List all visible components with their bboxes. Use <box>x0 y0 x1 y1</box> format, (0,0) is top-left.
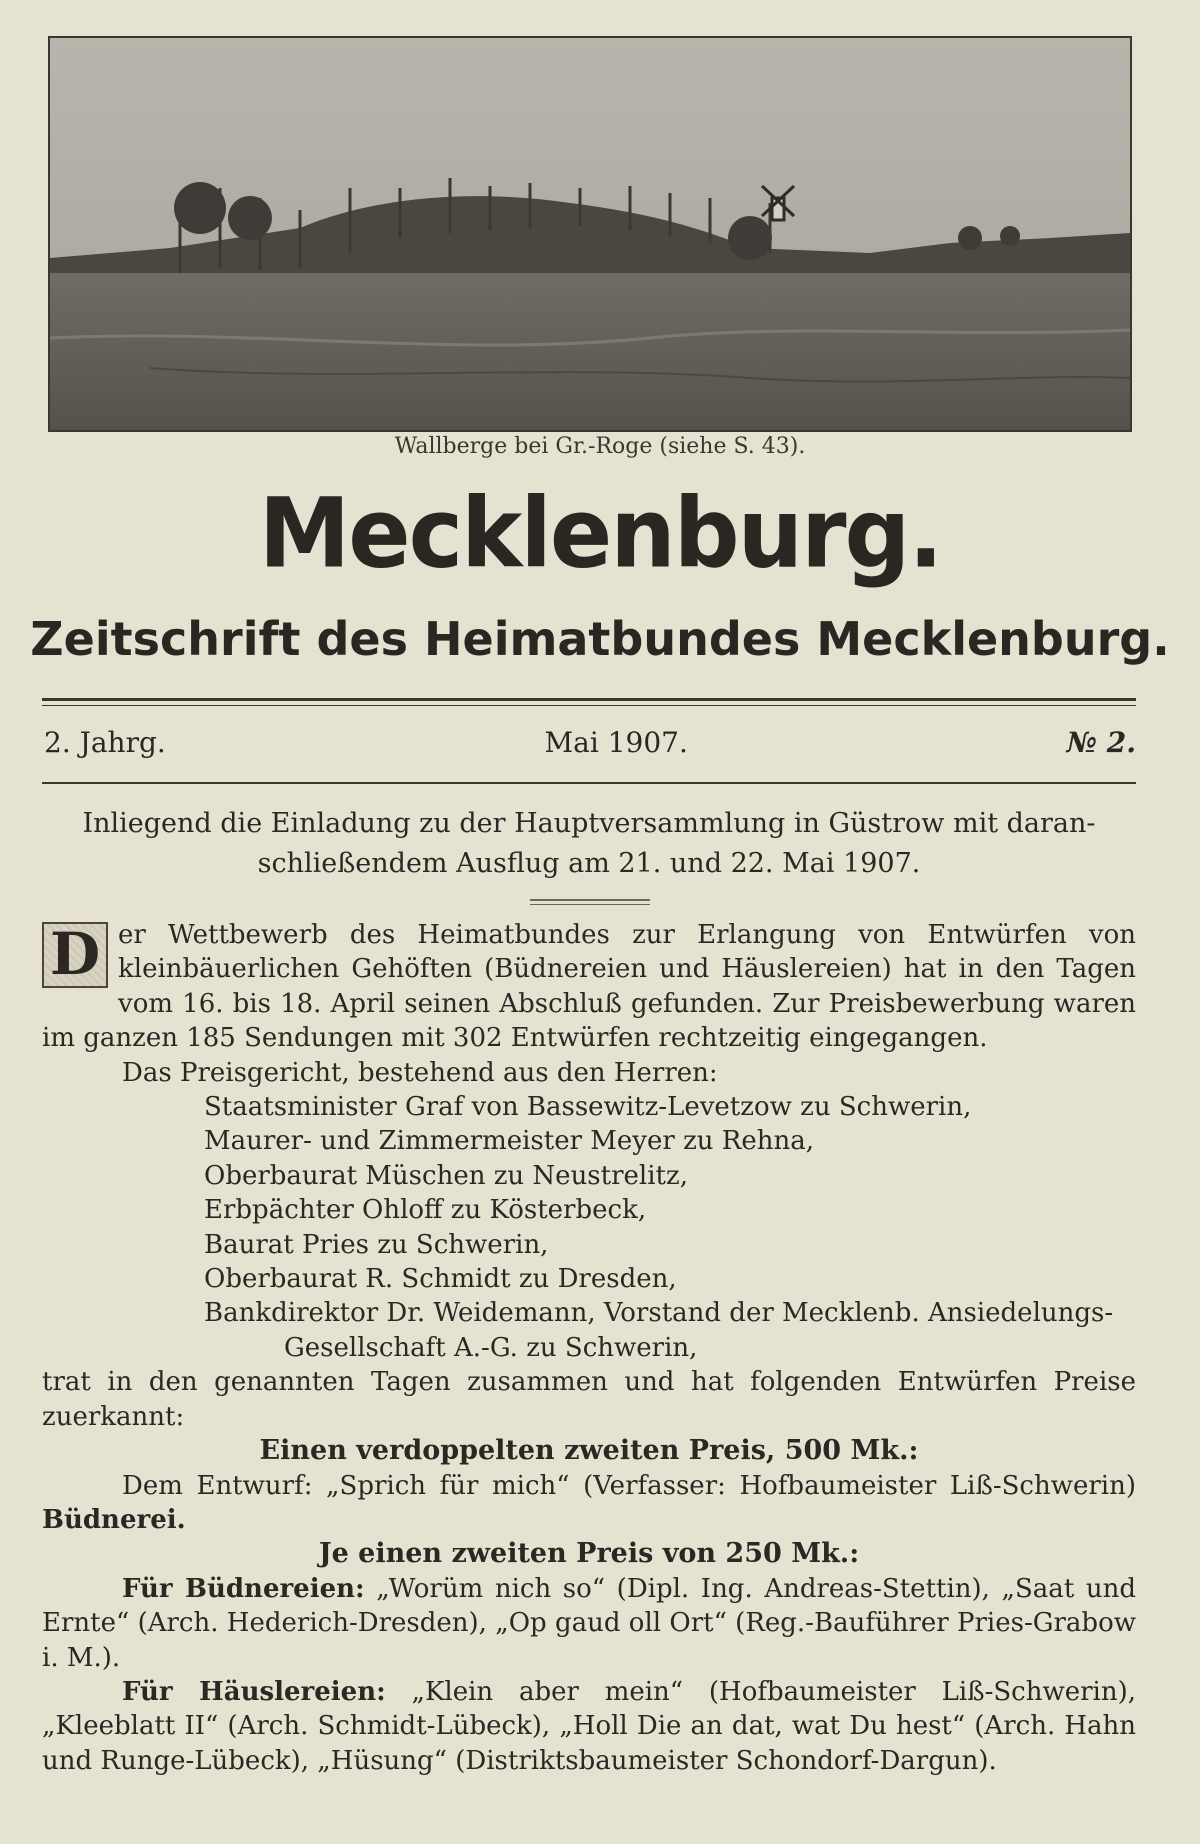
masthead-title: Mecklenburg. <box>258 477 942 590</box>
issue-bar <box>42 726 1136 759</box>
landscape-photo <box>48 36 1132 432</box>
prize2-haeuslerei-label: Für Häuslereien: <box>122 1676 386 1707</box>
intro-paragraph <box>42 918 1136 1056</box>
jury-intro: Das Preisgericht, bestehend aus den Herren: <box>122 1057 718 1088</box>
prize2-buednerei-label: Für Büdnereien: <box>122 1573 365 1604</box>
prize1-heading: Einen verdoppelten zweiten Preis, 500 Mk.: <box>259 1435 919 1467</box>
jury-member: Oberbaurat R. Schmidt zu Dresden, <box>204 1264 677 1295</box>
prize2-buednerei-text: „Worüm nich so“ (Dipl. Ing. Andreas-Stettin), „Saat und Ernte“ (Arch. Hederich-Dresden), „Op gaud oll Ort“ (Reg.-Bauführer Pries-Grabow i. M.). <box>42 1573 1136 1673</box>
prize1-paragraph <box>42 1469 1136 1538</box>
notice <box>42 804 1136 884</box>
prize2-haeuslerei <box>42 1675 1136 1778</box>
jury-list <box>204 1090 1136 1365</box>
jury-member-continued: Gesellschaft A.-G. zu Schwerin, <box>284 1332 698 1363</box>
issue-rule <box>42 782 1136 784</box>
top-rule-thin <box>42 705 1136 706</box>
prize2-haeuslerei-text: „Klein aber mein“ (Hofbaumeister Liß-Schwerin), „Kleeblatt II“ (Arch. Schmidt-Lübeck), „Holl Die an dat, wat Du hest“ (Arch. Hahn und Runge-Lübeck), „Hüsung“ (Distriktsbaumeister Schondorf-Dargun). <box>42 1676 1137 1776</box>
prize1-text: Dem Entwurf: „Sprich für mich“ (Verfasser: Hofbaumeister Liß-Schwerin) <box>122 1470 1136 1501</box>
photo-caption: Wallberge bei Gr.-Roge (siehe S. 43). <box>394 434 806 459</box>
intro-text: er Wettbewerb des Heimatbundes zur Erlangung von Entwürfen von kleinbäuerlichen Gehöften (Büdnereien und Häuslereien) hat in den Tagen vom 16. bis 18. April seinen Abschluß gefunden. Zur Preisbewerbung waren im ganzen 185 Sendungen mit 302 Entwürfen rechtzeitig eingegangen. <box>42 920 1136 1054</box>
prize2-buednerei <box>42 1572 1136 1675</box>
jury-member: Baurat Pries zu Schwerin, <box>204 1229 549 1260</box>
notice-line: schließendem Ausflug am 21. und 22. Mai 1907. <box>257 848 921 879</box>
jury-member: Bankdirektor Dr. Weidemann, Vorstand der Mecklenb. Ansiedelungs- <box>204 1298 1114 1329</box>
jury-outro: trat in den genannten Tagen zusammen und hat folgenden Entwürfen Preise zuerkannt: <box>42 1367 1136 1432</box>
issue-number: № 2. <box>1066 726 1136 759</box>
section-separator-thin <box>530 904 650 905</box>
top-rule <box>42 698 1136 701</box>
dropcap-letter: D <box>42 922 108 988</box>
jury-member: Oberbaurat Müschen zu Neustrelitz, <box>204 1160 688 1191</box>
prize2-heading: Je einen zweiten Preis von 250 Mk.: <box>318 1538 860 1570</box>
jury-member: Staatsminister Graf von Bassewitz-Levetzow zu Schwerin, <box>204 1092 972 1123</box>
issue-year: 2. Jahrg. <box>44 726 166 759</box>
section-separator <box>530 899 650 901</box>
masthead-subtitle: Zeitschrift des Heimatbundes Mecklenburg. <box>30 612 1170 666</box>
jury-member: Maurer- und Zimmermeister Meyer zu Rehna, <box>204 1126 814 1157</box>
landscape-illustration <box>50 38 1130 430</box>
notice-line: Inliegend die Einladung zu der Hauptversammlung in Güstrow mit daran- <box>82 808 1096 839</box>
article-body <box>42 918 1136 1778</box>
jury-member: Erbpächter Ohloff zu Kösterbeck, <box>204 1195 647 1226</box>
prize1-category: Büdnerei. <box>42 1504 186 1535</box>
issue-date: Mai 1907. <box>544 726 688 759</box>
